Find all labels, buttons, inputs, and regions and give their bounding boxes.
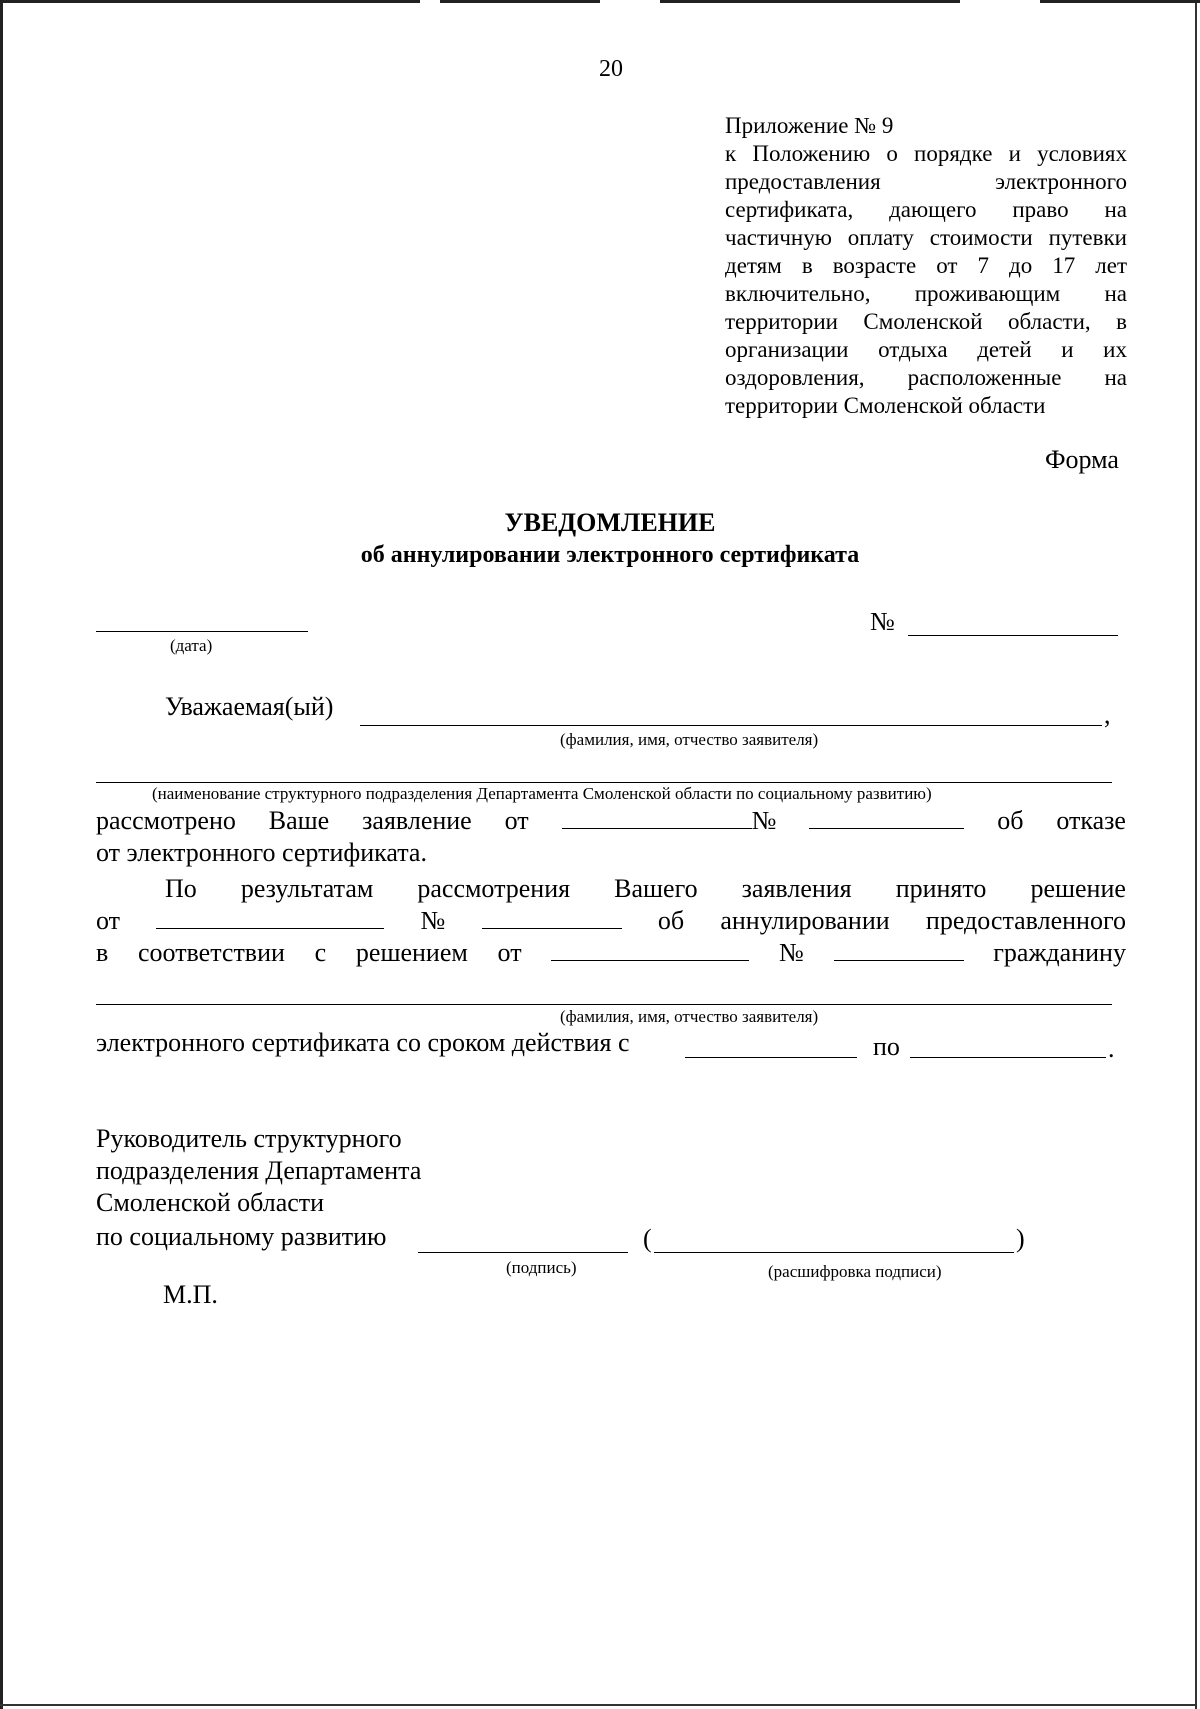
scan-border-top xyxy=(0,0,420,3)
body-line-2: от электронного сертификата. xyxy=(96,838,427,867)
department-field[interactable] xyxy=(96,782,1112,783)
body-line-5: в соответствии с решением от № гражданину xyxy=(96,938,1126,967)
sign-caption: (подпись) xyxy=(506,1258,577,1277)
appendix-line: сертификата, дающего право на xyxy=(725,197,1127,222)
application-date-field[interactable] xyxy=(562,806,752,829)
body-line-3: По результатам рассмотрения Вашего заявления принято решение xyxy=(165,874,1126,903)
validity-text: электронного сертификата со сроком действия с xyxy=(96,1028,630,1057)
signature-field[interactable] xyxy=(418,1252,628,1253)
appendix-line: частичную оплату стоимости путевки xyxy=(725,225,1127,250)
citizen-fio-field[interactable] xyxy=(96,1004,1112,1005)
appendix-line: территории Смоленской области xyxy=(725,393,1046,418)
appendix-line: предоставления электронного xyxy=(725,169,1127,194)
department-caption: (наименование структурного подразделения Департамента Смоленской области по социальному развитию) xyxy=(152,784,932,803)
date-field[interactable] xyxy=(96,631,308,632)
close-paren: ) xyxy=(1016,1224,1025,1253)
decode-caption: (расшифровка подписи) xyxy=(768,1262,942,1281)
validity-from-field[interactable] xyxy=(685,1057,857,1058)
signatory-line: Смоленской области xyxy=(96,1188,325,1217)
appendix-line: к Положению о порядке и условиях xyxy=(725,141,1127,166)
open-paren: ( xyxy=(643,1224,652,1253)
scan-border-top xyxy=(660,0,960,3)
signature-decode-field[interactable] xyxy=(654,1252,1014,1253)
body-line-1: рассмотрено Ваше заявление от № об отказе xyxy=(96,806,1126,835)
decision-date-field[interactable] xyxy=(156,906,384,929)
date-caption: (дата) xyxy=(170,636,213,655)
greeting: Уважаемая(ый) xyxy=(165,692,334,721)
appendix-line: детям в возрасте от 7 до 17 лет xyxy=(725,253,1127,278)
period: . xyxy=(1108,1034,1115,1063)
resolution-date-field[interactable] xyxy=(551,938,749,961)
comma: , xyxy=(1104,700,1111,729)
number-sign: № xyxy=(870,607,895,636)
scan-border-left xyxy=(0,0,3,1709)
fio-caption: (фамилия, имя, отчество заявителя) xyxy=(560,730,819,749)
signatory-line: Руководитель структурного xyxy=(96,1124,402,1153)
validity-to-field[interactable] xyxy=(910,1057,1106,1058)
appendix-line: организации отдыха детей и их xyxy=(725,337,1127,362)
page-number: 20 xyxy=(599,56,623,82)
application-number-field[interactable] xyxy=(809,806,964,829)
signatory-line: подразделения Департамента xyxy=(96,1156,422,1185)
decision-number-field[interactable] xyxy=(482,906,622,929)
number-field[interactable] xyxy=(908,635,1118,636)
body-line-4: от № об аннулировании предоставленного xyxy=(96,906,1126,935)
signatory-line: по социальному развитию xyxy=(96,1222,387,1251)
stamp-place: М.П. xyxy=(163,1280,218,1309)
scan-border-top xyxy=(1040,0,1200,3)
appendix-line: Приложение № 9 xyxy=(725,113,894,138)
scan-border-right xyxy=(1195,0,1197,1709)
citizen-fio-caption: (фамилия, имя, отчество заявителя) xyxy=(560,1007,819,1026)
form-label: Форма xyxy=(1045,445,1119,474)
document-title: УВЕДОМЛЕНИЕ xyxy=(504,508,716,537)
resolution-number-field[interactable] xyxy=(834,938,964,961)
validity-to-label: по xyxy=(873,1032,900,1061)
scan-border-top xyxy=(440,0,600,3)
scan-border-bottom xyxy=(0,1704,1195,1706)
appendix-line: оздоровления, расположенные на xyxy=(725,365,1127,390)
document-subtitle: об аннулировании электронного сертификата xyxy=(360,542,860,568)
applicant-fio-field[interactable] xyxy=(360,725,1102,726)
appendix-line: включительно, проживающим на xyxy=(725,281,1127,306)
appendix-line: территории Смоленской области, в xyxy=(725,309,1127,334)
appendix-block xyxy=(725,112,1127,420)
